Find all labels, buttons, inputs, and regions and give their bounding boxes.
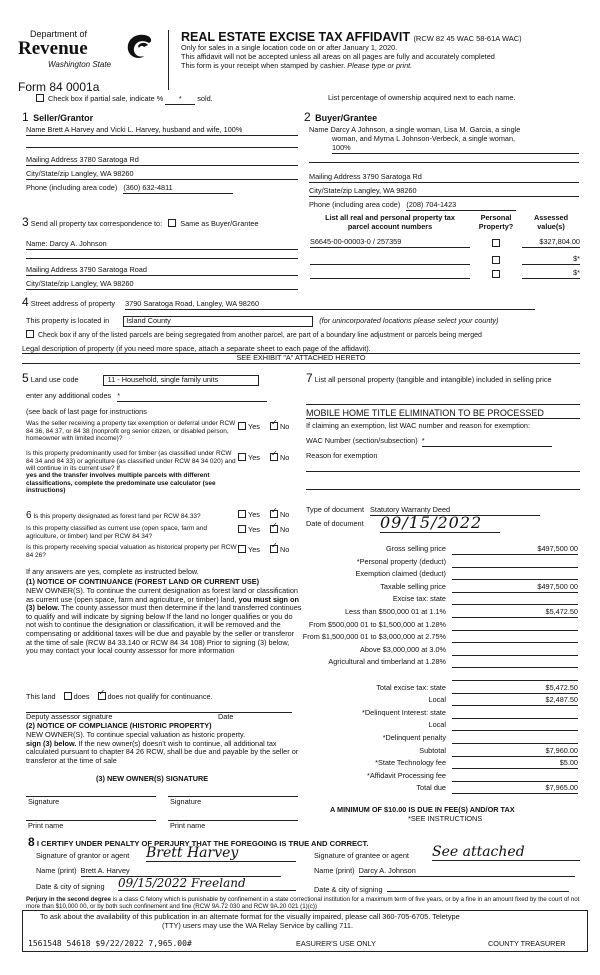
partial-percent-field[interactable]: * [165,95,195,105]
parcel-row[interactable] [310,269,580,281]
s6-q2-no-checkbox[interactable] [270,525,278,533]
this-land-label: This land [26,692,56,701]
parcel-header-l1: List all real and personal property tax [325,213,455,222]
compliance-title: (2) NOTICE OF COMPLIANCE (HISTORIC PROPERTY) [26,721,212,730]
historic-question: Is this property receiving special valuation as historical property per RCW 84 26? [26,544,237,559]
doc-date-row [306,520,364,529]
q2-yes-checkbox[interactable] [238,453,246,461]
date-city-label: Date & city of signing [314,885,383,894]
ownership-note: List percentage of ownership acquired next to each name. [328,93,516,102]
buyer-phone-field[interactable] [309,201,579,211]
dept-line2: Revenue [18,38,88,59]
tax-row-value[interactable]: $497,500 00 [452,545,578,555]
sig-label-right: Signature [170,797,202,806]
does-not-label: does not qualify for continuance. [107,692,213,701]
treasurer-use-label: EASURER'S USE ONLY [296,939,376,948]
exemption-question: Was the seller receiving a property tax exemption or deferral under RCW 84 36, 84 37, or 84 38 (nonprofit org senior citizen, or disabled person, homeowner with limited income)? [26,420,236,442]
field-label: City/State/zip [26,279,69,288]
county-select[interactable]: Island County [123,316,313,327]
assessed-header-l1: Assessed [533,213,569,222]
doc-type-label: Type of document [306,505,365,514]
tax-row-value[interactable]: $5,472.50 [452,684,578,694]
yes-label: Yes [248,453,260,462]
correspondence-heading [22,215,259,229]
deputy-date-label: Date [218,712,234,721]
continuance-text-2: The county assessor must then determine if the land transferred continues to qualify and will indicate by signing below If the land no longer qualifies or you do not wish to continue the designation or classification, it will be removed and the compensating or additional taxes will be due and payable by the seller or transferor at the time of sale (RCW 84 33.140 or RCW 84 34 108) Prior to signing (3) below, you may contact your local county assessor for more information [26,603,302,656]
personal-property-checkbox[interactable] [492,270,500,278]
section-number: 2 [304,110,311,124]
tax-row-label: Agricultural and timberland at 1.28% [328,657,446,667]
certify-text: I CERTIFY UNDER PENALTY OF PERJURY THAT THE FOREGOING IS TRUE AND CORRECT. [36,839,369,848]
additional-codes-label: enter any additional codes [26,391,112,400]
compliance-bold: sign (3) below. [26,738,77,748]
parcel-header [310,214,470,231]
parcel-header-l2: parcel account numbers [347,221,433,231]
section-number: 3 [22,215,29,229]
located-label: This property is located in [26,316,110,325]
revenue-swirl-icon [122,30,156,62]
tax-row-label: Total excise tax: state [376,682,446,692]
seller-title: Seller/Grantor [33,113,94,123]
forest-question [26,512,238,521]
yes-label: Yes [248,510,260,519]
seller-mail-field[interactable] [26,156,298,166]
tax-row-value[interactable] [452,709,578,719]
buyer-name-line2: woman, and Myrna L Johnson-Verbeck, a single woman, [332,134,516,143]
assessed-header [522,214,580,231]
dor-logo [18,30,168,82]
tax-row-value[interactable] [452,633,578,643]
does-not-qualify-checkbox[interactable] [98,692,106,700]
tax-row-value[interactable]: $497,500 00 [452,583,578,593]
no-label: No [279,422,290,431]
buyer-heading [304,108,377,126]
perjury-bold: Perjury in the second degree [26,896,111,903]
segregated-checkbox[interactable] [26,330,34,338]
tax-row-label: *State Technology fee [375,758,446,768]
buyer-mail-value: 3790 Saratoga Rd [362,172,422,181]
no-label: No [279,525,290,534]
tax-row-value[interactable] [452,558,578,568]
buyer-city-value: Langley, WA 98260 [354,186,417,195]
personal-property-field[interactable]: MOBILE HOME TITLE ELIMINATION TO BE PROCESSED [306,408,580,419]
continuance-text-1: NEW OWNER(S). To continue the current designation as forest land or classification as current use (open space, farm and agriculture, or timber) land, [26,586,298,604]
street-address-field[interactable]: 3790 Saratoga Road, Langley, WA 98260 [125,300,535,310]
no-label: No [279,453,290,462]
s6-q3-no-checkbox[interactable] [270,545,278,553]
yes-label: Yes [248,525,260,534]
tax-row-label: Local [428,720,446,730]
q2-no-checkbox[interactable] [270,453,278,461]
parcel-number [310,269,470,279]
continuance-body [26,587,302,656]
section-number: 8 [28,835,35,849]
tax-row-label: Total due [416,783,446,793]
section7-label [306,371,580,385]
continuance-bold: you must sign on (3) below. [26,594,299,613]
deputy-label: Deputy assessor signature [26,712,113,721]
tax-row-label: Gross selling price [385,544,446,553]
compliance-text-1: NEW OWNER(S). To continue special valuation as historic property. [26,730,246,739]
doc-date-field[interactable]: 09/15/2022 [380,513,500,533]
assessed-value: $* [522,269,580,279]
field-label: Name [26,125,46,134]
personal-header [472,214,520,231]
assessed-value: $327,804.00 [522,238,580,248]
tax-row-value[interactable] [452,772,578,782]
print-name-left: Print name [28,821,64,830]
section-number: 5 [22,371,29,385]
landuse-row [22,371,259,386]
corr-name-value: Darcy A. Johnson [49,239,107,248]
grantor-signature[interactable]: Brett Harvey [146,845,296,862]
located-row [26,316,499,327]
new-owner-sig-title: (3) NEW OWNER(S) SIGNATURE [96,774,209,783]
s6-q2-answers [238,525,289,535]
q2-answers [238,453,289,463]
personal-header-l1: Personal [480,213,512,222]
exemption-label: If claiming an exemption, list WAC number and reason for exemption: [306,421,531,430]
s6-q2-yes-checkbox[interactable] [238,525,246,533]
tax-row-value[interactable]: $5,472.50 [452,608,578,618]
legal-description-field[interactable]: SEE EXHIBIT "A" ATTACHED HERETO [22,354,580,364]
additional-codes-row [26,392,267,402]
seller-name-field[interactable] [26,126,298,136]
s6-q3-yes-checkbox[interactable] [238,545,246,553]
corr-mail-value: 3790 Saratoga Road [79,265,147,274]
tax-row-label: From $1,500,000 01 to $3,000,000 at 2.75% [302,632,446,642]
landuse-label: Land use code [30,375,79,384]
field-label: City/State/zip [309,186,352,195]
field-label: Name [309,125,329,134]
tax-row-label: Excise tax: state [392,594,446,604]
minimum-note: A MINIMUM OF $10.00 IS DUE IN FEE(S) AND/OR TAX [330,805,515,814]
buyer-name-line1: Darcy A Johnson, a single woman, Lisa M. Garcia, a single [330,125,521,134]
grantee-name-row [314,867,575,877]
parcel-number [310,255,470,265]
tax-row-value[interactable] [452,595,578,605]
footer-ask: To ask about the availability of this publication in an alternate format for the visually impaired, please call 360-705-6705. Teletype [40,912,460,921]
partial-sold-label: sold. [197,94,213,103]
tax-row-label: Exemption claimed (deduct) [355,569,446,579]
s6-q3-answers [238,545,289,555]
seller-phone-field[interactable] [26,184,298,194]
no-label: No [279,545,290,554]
section-number: 4 [22,295,29,309]
tax-row-label: Local [428,695,446,705]
buyer-city-field[interactable] [309,187,579,197]
corr-city-value: Langley, WA 98260 [71,279,134,288]
buyer-name-line3: 100% [332,144,579,154]
name-print-label: Name (print) [314,866,355,875]
field-label: Mailing Address [309,172,361,181]
any-yes-note: If any answers are yes, complete as instructed below. [26,567,199,576]
wac-label: WAC Number (section/subsection) [306,436,418,445]
parcel-row[interactable] [310,238,580,250]
sub-line-3-italic: Please type or print. [347,61,413,70]
personal-header-l2: Property? [478,221,514,231]
yes-label: Yes [248,422,260,431]
same-as-buyer-label: Same as Buyer/Grantee [180,219,259,228]
see-back-note: (see back of last page for instructions [26,407,147,416]
field-label: Phone (including area code) [26,183,118,192]
sig-label-left: Signature [28,797,60,806]
qualify-row [26,692,213,702]
corr-city-field[interactable] [26,280,298,290]
doc-type-field[interactable]: Statutory Warranty Deed [370,506,540,516]
compliance-text-2: If the new owner(s) doesn't wish to continue, all additional tax calculated pursuant to chapter 84 26 RCW, shall be due and payable by the seller or transferor at the time of sale [26,738,299,765]
correspondence-label: Send all property tax correspondence to: [30,219,163,228]
tax-row-label: Less than $500,000 01 at 1.1% [344,607,446,616]
tax-row-value[interactable] [452,570,578,580]
tax-row-value[interactable]: $7,960.00 [452,747,578,757]
section-number: 1 [22,110,29,124]
tax-row-value[interactable] [452,734,578,744]
segregated-row [26,330,482,341]
assessed-value: $* [522,255,580,265]
tax-row-label: *Affidavit Processing fee [367,770,446,780]
timber-question-bold: yes and the transfer involves multiple parcels with different classifications, complete the predominate use calculator (see instructions) [26,472,216,494]
legal-label: Legal description of property (if you need more space, attach a separate sheet to each page of the affidavit). [22,344,371,353]
county-treasurer-label: COUNTY TREASURER [488,939,566,948]
grantee-print-name[interactable]: Darcy A. Johnson [359,867,575,877]
tax-row-label: Taxable selling price [380,581,446,591]
tax-row-label: Subtotal [419,745,446,755]
section-number: 7 [306,371,313,385]
seller-city-value: Langley, WA 98260 [71,169,134,178]
segregated-label: Check box if any of the listed parcels are being segregated from another parcel, are part of a boundary line adjustment or parcels being merged [37,332,482,339]
title-ref: (RCW 82 45 WAC 58-61A WAC) [413,34,522,43]
tax-row-value[interactable] [452,671,578,681]
see-instructions: *SEE INSTRUCTIONS [408,814,483,823]
grantee-sig-label: Signature of grantee or agent [314,851,409,860]
partial-label: Check box if partial sale, indicate % [48,94,164,103]
sub-line-3-text: This form is your receipt when stamped by cashier. [181,61,346,70]
tax-row-value[interactable] [452,646,578,656]
same-as-buyer-checkbox[interactable] [168,219,176,227]
tax-row-value[interactable] [452,621,578,631]
form-id: Form 84 0001a [18,80,100,94]
tax-row-label: Above $3,000,000 at 3.0% [359,644,446,654]
tax-row-value[interactable] [452,721,578,731]
street-row [22,295,535,310]
corr-name-field[interactable] [26,240,298,250]
reason-label: Reason for exemption [306,451,378,460]
tax-row-value[interactable]: $2,487.50 [452,696,578,706]
field-label: Phone (including area code) [309,200,401,209]
footer-tty: (TTY) users may use the WA Relay Service by calling 711. [162,921,353,930]
tax-row-value[interactable]: $5.00 [452,759,578,769]
grantor-print-name[interactable]: Brett A. Harvey [81,867,281,877]
s6-q1-yes-checkbox[interactable] [238,510,246,518]
tax-row-label: *Delinquent Interest: state [362,707,446,717]
grantee-date-row [314,883,569,895]
street-label: Street address of property [30,299,116,308]
grantor-date-city[interactable]: 09/15/2022 Freeland [118,876,296,891]
buyer-mail-field[interactable] [309,173,579,183]
forest-question-text: Is this property designated as forest land per RCW 84.33? [33,513,201,520]
grantee-signature[interactable]: See attached [432,844,580,861]
field-label: Mailing Address [26,155,78,164]
does-qualify-checkbox[interactable] [64,692,72,700]
compliance-body [26,731,302,765]
wac-number-field[interactable]: * [422,437,552,447]
personal-property-checkbox[interactable] [492,256,500,264]
seller-phone-value: (360) 632-4811 [123,184,233,194]
perjury-text: is a class C felony which is punishable by confinement in a state correctional institution for a maximum term of five years, or by a fine in an amount fixed by the court of not more than $10,000 00, or by both such confinement and fine (RCW 9A.72 030 and RCW 9A.20 021 (1)(c)) [26,896,580,911]
q1-yes-checkbox[interactable] [238,422,246,430]
seller-heading [22,108,93,126]
grantee-date-city[interactable] [387,883,569,892]
tax-row-label: *Personal property (deduct) [356,556,446,566]
seller-name-value: Brett A Harvey and Vicki L. Harvey, husband and wife, 100% [47,125,243,134]
q1-no-checkbox[interactable] [270,422,278,430]
tax-row-value[interactable]: $7,965.00 [452,784,578,794]
tax-row-label: From $500,000 01 to $1,500,000 at 1.28% [308,619,446,629]
buyer-title: Buyer/Grantee [315,113,378,123]
no-label: No [279,510,290,519]
section7-text: List all personal property (tangible and intangible) included in selling price [314,375,552,384]
landuse-select[interactable]: 11 - Household, single family units [103,375,259,386]
partial-sale-row [36,94,213,105]
continuance-title: (1) NOTICE OF CONTINUANCE (FOREST LAND OR CURRENT USE) [26,577,260,586]
sub-line-1: Only for sales in a single location code on or after January 1, 2020. [181,43,398,52]
doc-date-label: Date of document [306,519,364,528]
grantor-sig-row [36,852,129,861]
parcel-row[interactable] [310,255,580,267]
corr-mail-field[interactable] [26,266,298,276]
grantor-date-label: Date & city of signing [36,882,105,891]
tax-row-label: *Delinquent penalty [382,733,446,742]
tax-row-value[interactable] [452,658,578,668]
field-label: City/State/zip [26,169,69,178]
sub-line-3 [181,62,412,71]
dept-line1: Department of [30,29,88,39]
unincorp-note: (for unincorporated locations please select your county) [319,316,499,325]
form-title [181,30,522,44]
title-text: REAL ESTATE EXCISE TAX AFFIDAVIT [181,30,410,44]
seller-city-field[interactable] [26,170,298,180]
seller-mail-value: 3780 Saratoga Rd [79,155,139,164]
buyer-phone-value: (208) 704-1423 [406,201,516,211]
cashier-stamp: 1561548 54618 $9/22/2022 7,965.00# [28,939,192,948]
section-number: 6 [26,510,32,521]
additional-codes-field[interactable]: * [117,392,267,402]
parcel-number: S6645-00-00003-0 / 257359 [310,238,470,248]
wac-row [306,437,552,447]
yes-label: Yes [248,545,260,554]
print-name-right: Print name [170,821,206,830]
grantor-sig-label: Signature of grantor or agent [36,851,130,860]
timber-question: Is this property predominantly used for timber (as classified under RCW 84 34 and 84 33) or agriculture (as classified under RCW 84 34 020) and will continue in its current use? If [26,450,236,472]
s6-q1-no-checkbox[interactable] [270,510,278,518]
sub-line-2: This affidavit will not be accepted unless all areas on all pages are fully and accurately completed [181,52,495,61]
field-label: Name: [26,239,48,248]
does-label: does [73,692,90,701]
perjury-note [26,896,586,910]
currentuse-question: Is this property classified as current use (open space, farm and agriculture, or timber) land per RCW 84 34? [26,525,208,540]
q1-answers [238,422,289,432]
s6-q1-answers [238,510,289,520]
field-label: Mailing Address [26,265,78,274]
assessed-header-l2: value(s) [537,221,565,231]
name-print-label: Name (print) [36,866,77,875]
personal-property-checkbox[interactable] [492,239,500,247]
dept-line3: Washington State [48,60,112,69]
partial-sale-checkbox[interactable] [36,94,44,102]
